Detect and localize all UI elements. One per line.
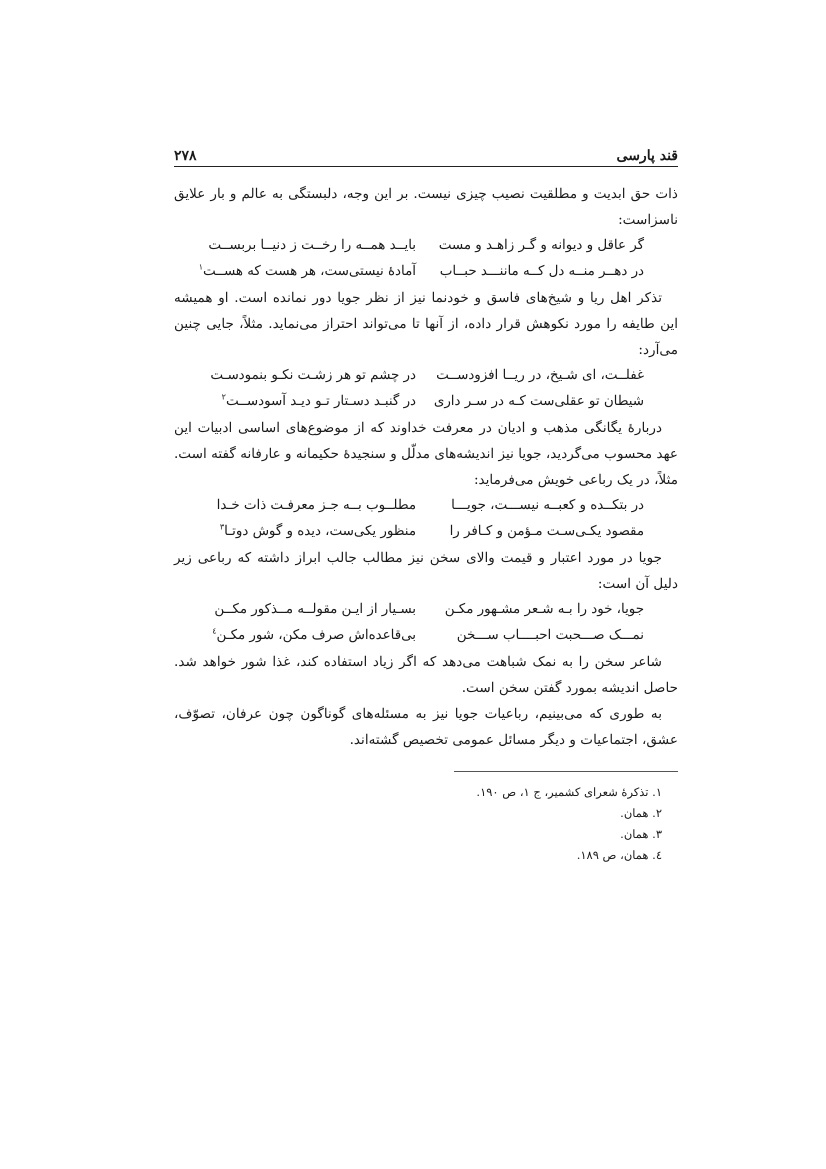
footnote-divider — [454, 771, 678, 772]
hemistich: در بتکــده و کعبــه نیســـت، جویـــا — [451, 498, 644, 513]
hemistich: گر عاقل و دیوانه و گـر زاهـد و مست — [438, 238, 644, 253]
footnote: ۲. همان. — [620, 806, 662, 820]
footnote: ۱. تذکرهٔ شعرای کشمیر، ج ۱، ص ۱۹۰. — [476, 785, 662, 799]
verse-line — [174, 363, 678, 389]
verse-line — [174, 519, 678, 545]
verse-line — [174, 389, 678, 415]
hemistich: منظور یکی‌ست، دیده و گوش دوتـا$^۳$ — [219, 522, 416, 539]
paragraph: جویا در مورد اعتبار و قیمت والای سخن نیز مطالب جالب ابراز داشته که رباعی زیر دلیل آن است: — [174, 550, 678, 592]
paragraph: دربارهٔ یگانگی مذهب و ادیان در معرفت خداوند که از موضوع‌های اساسی ادبیات این عهد محسوب می‌گردید، جویا نیز اندیشه‌های مدلّل و سنجیدهٔ حکیمانه و عارفانه گفته است. مثلاً، در یک رباعی خویش می‌فرماید: — [173, 420, 678, 488]
verse-line — [174, 233, 678, 259]
hemistich: مطلــوب بــه جـز معرفـت ذات خـدا — [216, 498, 416, 513]
footnotes — [174, 782, 678, 866]
hemistich: غفلــت، ای شـیخ، در ریــا افزودســت — [436, 368, 644, 383]
paragraph: تذکر اهل ریا و شیخ‌های فاسق و خودنما نیز از نظر جویا دور نمانده است. او همیشه این طایفه را مورد نکوهش قرار داده، از آنها تا می‌تواند احتراز می‌نماید. مثلاً، جایی چنین می‌آرد: — [174, 290, 678, 358]
hemistich: در گنبـد دسـتار تـو دیـد آسودســت$^۲$ — [221, 392, 416, 409]
running-header — [174, 140, 678, 167]
hemistich: مقصود یکـی‌سـت مـؤمن و کـافر را — [449, 524, 644, 539]
footnote-marker: ٤ — [212, 626, 217, 636]
footnote: ٤. همان، ص ۱۸۹. — [576, 848, 662, 862]
hemistich: بسـیار از ایـن مقولــه مــذکور مکــن — [214, 602, 416, 617]
paragraph: ذات حق ابدیت و مطلقیت نصیب چیزی نیست. بر این وجه، دلبستگی به عالم و بار علایق ناسزاست: — [174, 186, 678, 228]
hemistich: آمادهٔ نیستی‌ست، هر هست که هســت$^۱$ — [198, 262, 416, 279]
hemistich: در چشم تو هر زشـت نکـو بنمودسـت — [210, 368, 416, 383]
hemistich: شیطان تو عقلی‌ست کـه در سـر داری — [433, 394, 644, 409]
verse-line — [174, 623, 678, 649]
paragraph: شاعر سخن را به نمک شباهت می‌دهد که اگر زیاد استفاده کند، غذا شور خواهد شد. حاصل اندیشه بمورد گفتن سخن است. — [174, 654, 678, 696]
hemistich: در دهــر منــه دل کــه ماننـــد حبــاب — [439, 264, 644, 279]
book-title: قند پارسی — [616, 148, 678, 164]
verse-line — [174, 597, 678, 623]
footnote-marker: ۳ — [219, 522, 225, 532]
footnote-marker: ۱ — [198, 262, 203, 272]
hemistich: بایــد همــه را رخــت ز دنیــا بربســت — [208, 238, 416, 253]
verse-line — [174, 259, 678, 285]
hemistich: نمـــک صـــحبت احبــــاب ســـخن — [456, 628, 644, 643]
main-text — [174, 181, 678, 753]
book-page — [174, 140, 678, 866]
paragraph: به طوری که می‌بینیم، رباعیات جویا نیز به مسئله‌های گوناگون چون عرفان، تصوّف، عشق، اجتماعیات و دیگر مسائل عمومی تخصیص گشته‌اند. — [174, 706, 678, 748]
page-number: ۲۷۸ — [174, 148, 197, 164]
verse-line — [174, 493, 678, 519]
hemistich: جویا، خود را بـه شـعر مشـهور مکـن — [444, 602, 644, 617]
footnote-marker: ۲ — [221, 392, 226, 402]
hemistich: بی‌قاعده‌اش صرف مکن، شور مکـن$^٤$ — [212, 626, 416, 643]
footnote: ۳. همان. — [620, 827, 662, 841]
